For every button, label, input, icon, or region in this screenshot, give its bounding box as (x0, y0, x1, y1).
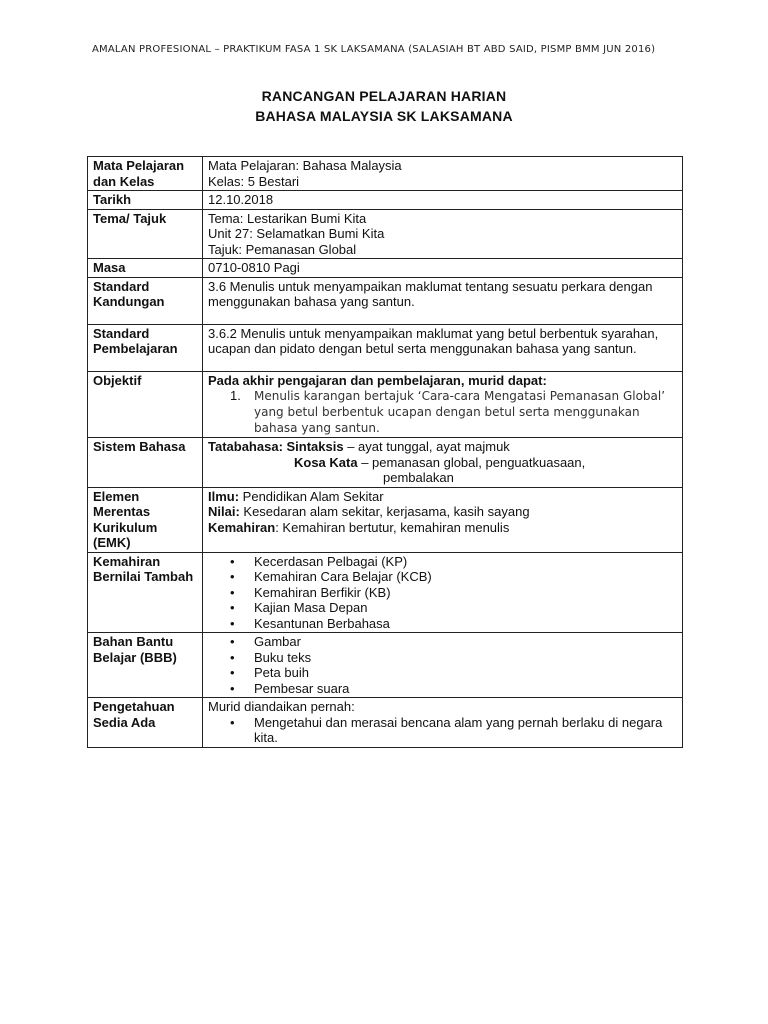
row-emk (88, 487, 683, 552)
row-mata-pelajaran (88, 157, 683, 191)
label-tema: Tema/ Tajuk (88, 209, 203, 259)
value-objektif (203, 371, 683, 438)
kosa-kata-line (208, 455, 677, 471)
label-emk: Elemen Merentas Kurikulum (EMK) (88, 487, 203, 552)
kemahiran-label: Kemahiran (208, 519, 276, 535)
kosa-kata-value-continued: pembalakan (383, 470, 454, 485)
kemahiran-line (208, 520, 677, 536)
row-bbb (88, 633, 683, 698)
value-masa: 0710-0810 Pagi (203, 259, 683, 278)
ilmu-label: Ilmu: (208, 488, 240, 504)
ilmu-line (208, 489, 677, 505)
bbb-list (208, 634, 677, 696)
title-subject: BAHASA MALAYSIA SK LAKSAMANA (255, 108, 513, 124)
row-psa (88, 698, 683, 748)
tatabahasa-line (208, 439, 677, 455)
list-item: • Mengetahui dan merasai bencana alam yang pernah berlaku di negara kita. (254, 715, 677, 746)
label-tarikh: Tarikh (88, 191, 203, 210)
kbt-list (208, 554, 677, 632)
title-rph: RANCANGAN PELAJARAN HARIAN (261, 88, 507, 104)
psa-list (208, 715, 677, 746)
row-masa (88, 259, 683, 278)
class-line: Kelas: 5 Bestari (208, 173, 300, 189)
list-item: • Kemahiran Berfikir (KB) (254, 585, 677, 601)
kemahiran-value: : Kemahiran bertutur, kemahiran menulis (275, 519, 510, 535)
value-sistem-bahasa (203, 438, 683, 488)
list-item: • Buku teks (254, 650, 677, 666)
kosa-kata-value: – pemanasan global, penguatkuasaan, (357, 454, 586, 470)
label-sistem-bahasa: Sistem Bahasa (88, 438, 203, 488)
label-masa: Masa (88, 259, 203, 278)
list-item: • Pembesar suara (254, 681, 677, 697)
ilmu-value: Pendidikan Alam Sekitar (239, 488, 384, 504)
value-psa (203, 698, 683, 748)
value-bbb (203, 633, 683, 698)
lesson-plan-table (87, 156, 683, 748)
objektif-list (208, 388, 677, 436)
row-tarikh (88, 191, 683, 210)
value-standard-kandungan: 3.6 Menulis untuk menyampaikan maklumat tentang sesuatu perkara dengan menggunakan bahasa yang santun. (203, 277, 683, 324)
unit-line: Unit 27: Selamatkan Bumi Kita (208, 226, 385, 241)
row-standard-pembelajaran (88, 324, 683, 371)
objektif-text: Menulis karangan bertajuk ‘Cara-cara Mengatasi Pemanasan Global’ yang betul berbentuk ucapan dengan betul serta menggunakan bahasa yang santun. (254, 389, 666, 435)
value-emk (203, 487, 683, 552)
value-tarikh: 12.10.2018 (203, 191, 683, 210)
tatabahasa-value: – ayat tunggal, ayat majmuk (343, 439, 510, 454)
tajuk-line: Tajuk: Pemanasan Global (208, 241, 357, 257)
value-kbt (203, 552, 683, 633)
list-item: • Kemahiran Cara Belajar (KCB) (254, 569, 677, 585)
list-item: • Kesantunan Berbahasa (254, 616, 677, 632)
label-kbt: Kemahiran Bernilai Tambah (88, 552, 203, 633)
label-standard-pembelajaran: Standard Pembelajaran (88, 324, 203, 371)
list-item: • Kajian Masa Depan (254, 600, 677, 616)
header-note: AMALAN PROFESIONAL – PRAKTIKUM FASA 1 SK LAKSAMANA (SALASIAH BT ABD SAID, PISMP BMM JUN 2016) (92, 44, 656, 55)
value-mata-pelajaran (203, 157, 683, 191)
objektif-number: 1. (230, 388, 241, 403)
tema-line: Tema: Lestarikan Bumi Kita (208, 210, 367, 226)
label-mata-pelajaran: Mata Pelajaran dan Kelas (88, 157, 203, 191)
psa-intro: Murid diandaikan pernah: (208, 699, 355, 714)
objektif-intro: Pada akhir pengajaran dan pembelajaran, murid dapat: (208, 372, 547, 388)
row-standard-kandungan (88, 277, 683, 324)
subject-line: Mata Pelajaran: Bahasa Malaysia (208, 158, 402, 173)
row-objektif (88, 371, 683, 438)
tatabahasa-label: Tatabahasa: Sintaksis (208, 439, 344, 454)
row-kbt (88, 552, 683, 633)
kosa-kata-label: Kosa Kata (294, 454, 358, 470)
value-standard-pembelajaran: 3.6.2 Menulis untuk menyampaikan maklumat yang betul berbentuk syarahan, ucapan dan pidato dengan betul serta menggunakan bahasa yang santun. (203, 324, 683, 371)
label-psa: Pengetahuan Sedia Ada (88, 698, 203, 748)
document-title-block (0, 86, 768, 126)
value-tema (203, 209, 683, 259)
list-item (230, 388, 677, 436)
nilai-line (208, 504, 677, 520)
nilai-label: Nilai: (208, 504, 240, 519)
nilai-value: Kesedaran alam sekitar, kerjasama, kasih sayang (239, 504, 530, 519)
list-item: • Peta buih (254, 665, 677, 681)
list-item: • Kecerdasan Pelbagai (KP) (254, 554, 677, 570)
label-bbb: Bahan Bantu Belajar (BBB) (88, 633, 203, 698)
label-standard-kandungan: Standard Kandungan (88, 277, 203, 324)
row-sistem-bahasa (88, 438, 683, 488)
row-tema (88, 209, 683, 259)
label-objektif: Objektif (88, 371, 203, 438)
list-item: • Gambar (254, 634, 677, 650)
